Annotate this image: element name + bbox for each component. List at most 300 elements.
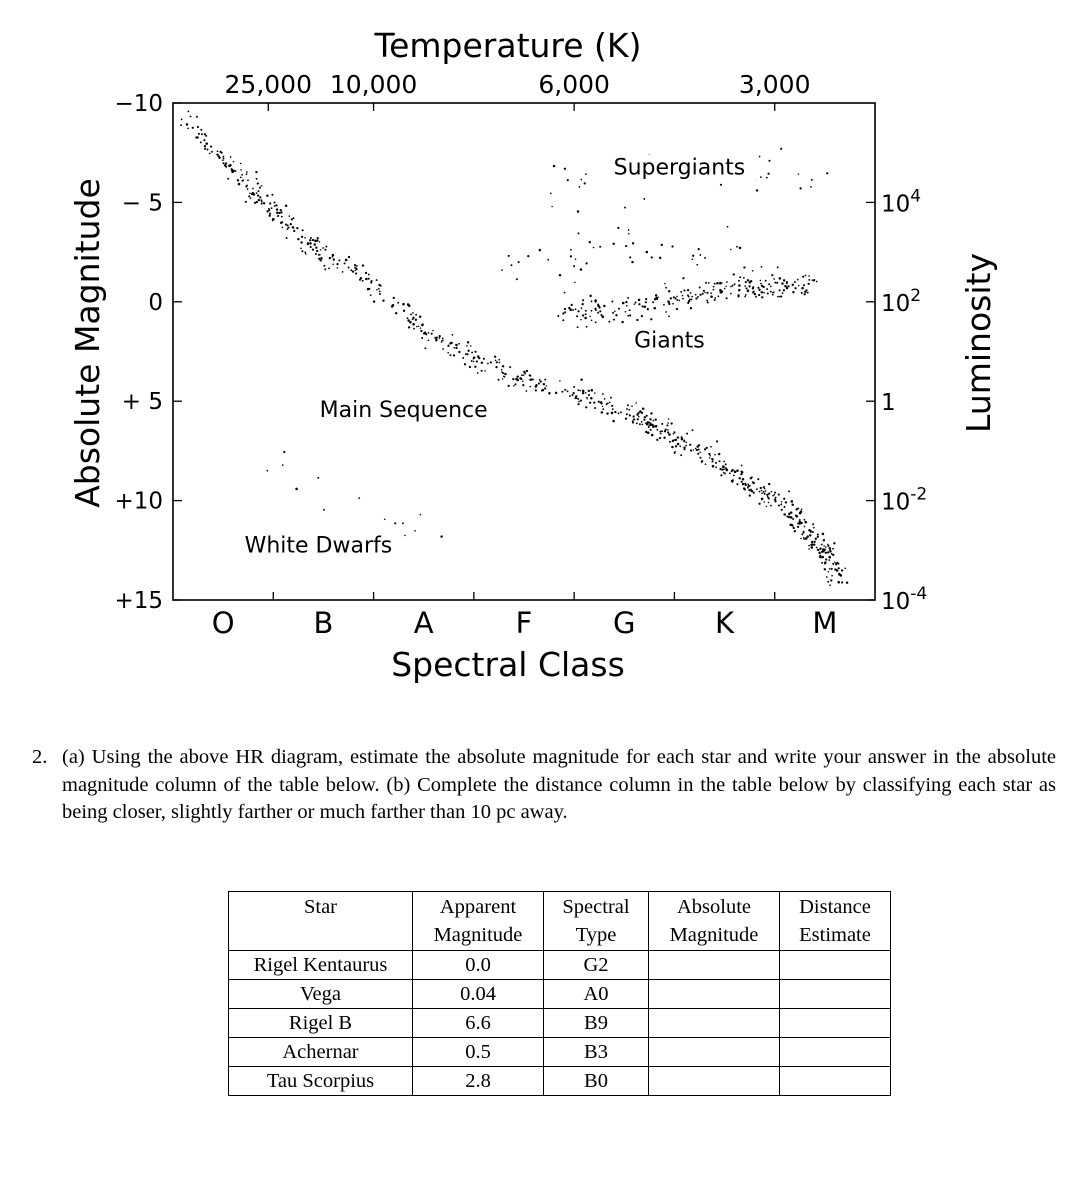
star-dot bbox=[697, 296, 699, 298]
star-dot bbox=[585, 262, 587, 264]
star-dot bbox=[779, 296, 781, 298]
star-dot bbox=[747, 279, 749, 281]
star-dot bbox=[813, 541, 815, 543]
star-dot bbox=[783, 513, 786, 516]
star-dot bbox=[668, 316, 670, 318]
star-dot bbox=[631, 405, 633, 407]
star-dot bbox=[602, 316, 605, 319]
star-dot bbox=[593, 401, 595, 403]
star-dot bbox=[683, 289, 685, 291]
star-dot bbox=[738, 296, 740, 298]
star-dot bbox=[635, 302, 637, 304]
star-dot bbox=[628, 233, 630, 235]
star-dot bbox=[555, 392, 557, 394]
star-dot bbox=[758, 503, 760, 505]
star-dot bbox=[392, 304, 395, 307]
star-dot bbox=[553, 165, 555, 167]
star-dot bbox=[622, 302, 625, 305]
star-dot bbox=[704, 292, 706, 294]
star-dot bbox=[642, 407, 644, 409]
star-dot bbox=[320, 249, 322, 251]
star-dot bbox=[816, 281, 818, 283]
star-dot bbox=[196, 136, 198, 138]
cell-absolute[interactable] bbox=[649, 951, 780, 980]
star-dot bbox=[415, 319, 417, 321]
star-dot bbox=[242, 179, 244, 181]
star-dot bbox=[809, 529, 811, 531]
star-dot bbox=[256, 178, 258, 180]
star-dot bbox=[481, 370, 483, 372]
star-dot bbox=[793, 527, 795, 529]
star-dot bbox=[752, 287, 754, 289]
star-dot bbox=[310, 237, 312, 239]
star-dot bbox=[682, 295, 684, 297]
region-giants bbox=[557, 266, 817, 328]
star-dot bbox=[799, 187, 801, 189]
star-dot bbox=[709, 457, 711, 459]
star-dot bbox=[673, 431, 675, 433]
star-dot bbox=[761, 490, 763, 492]
star-dot bbox=[668, 433, 671, 436]
star-dot bbox=[646, 423, 649, 426]
star-dot bbox=[612, 312, 614, 314]
star-dot bbox=[718, 295, 720, 297]
star-dot bbox=[365, 278, 368, 281]
star-dot bbox=[725, 286, 727, 288]
star-dot bbox=[629, 309, 631, 311]
cell-apparent: 6.6 bbox=[413, 1009, 544, 1038]
star-dot bbox=[382, 300, 384, 302]
cell-spectral: A0 bbox=[544, 980, 649, 1009]
star-dot bbox=[655, 296, 657, 298]
star-dot bbox=[273, 201, 275, 203]
star-dot bbox=[295, 488, 298, 491]
star-dot bbox=[798, 285, 800, 287]
star-dot bbox=[661, 244, 663, 246]
star-dot bbox=[572, 394, 574, 396]
star-dot bbox=[418, 325, 420, 327]
star-dot bbox=[197, 126, 199, 128]
star-dot bbox=[627, 404, 629, 406]
star-dot bbox=[770, 505, 772, 507]
star-dot bbox=[738, 284, 741, 287]
star-dot bbox=[538, 382, 540, 384]
star-dot bbox=[582, 314, 584, 316]
star-dot bbox=[502, 378, 504, 380]
star-dot bbox=[317, 237, 319, 239]
star-dot bbox=[585, 392, 587, 394]
star-dot bbox=[824, 548, 826, 550]
star-dot bbox=[256, 201, 258, 203]
star-dot bbox=[368, 274, 370, 276]
star-dot bbox=[582, 392, 584, 394]
question-text: (a) Using the above HR diagram, estimate the absolute magnitude for each star and write your answer in the absolute magnitude column of the table below. (b) Complete the distance column in the table below by classifying each star as being closer, slightly farther or much farther than 10 pc away. bbox=[62, 746, 1056, 823]
star-dot bbox=[794, 287, 796, 289]
star-dot bbox=[708, 282, 710, 284]
star-dot bbox=[328, 267, 330, 269]
star-dot bbox=[711, 458, 713, 460]
star-dot bbox=[744, 285, 746, 287]
star-dot bbox=[222, 162, 224, 164]
star-dot bbox=[763, 292, 765, 294]
star-dot bbox=[804, 293, 806, 295]
star-dot bbox=[637, 418, 639, 420]
star-dot bbox=[581, 303, 583, 305]
star-dot bbox=[590, 397, 593, 400]
star-dot bbox=[379, 293, 381, 295]
star-dot bbox=[649, 425, 651, 427]
star-dot bbox=[710, 446, 712, 448]
star-dot bbox=[466, 353, 468, 355]
star-dot bbox=[324, 249, 326, 251]
annotation-giants: Giants bbox=[634, 328, 705, 354]
star-dot bbox=[532, 379, 534, 381]
star-dot bbox=[779, 289, 781, 291]
star-dot bbox=[300, 241, 302, 243]
cell-star: Vega bbox=[229, 980, 413, 1009]
cell-distance[interactable] bbox=[780, 980, 891, 1009]
star-dot bbox=[572, 309, 574, 311]
star-dot bbox=[825, 546, 827, 548]
star-dot bbox=[521, 378, 523, 380]
star-dot bbox=[841, 581, 843, 583]
star-dot bbox=[355, 272, 357, 274]
star-dot bbox=[573, 265, 575, 267]
star-dot bbox=[714, 283, 716, 285]
star-dot bbox=[240, 169, 242, 171]
star-dot bbox=[667, 422, 669, 424]
star-dot bbox=[511, 264, 513, 266]
star-dot bbox=[657, 296, 659, 298]
star-dot bbox=[617, 227, 619, 229]
star-dot bbox=[412, 317, 414, 319]
star-dot bbox=[291, 218, 293, 220]
star-dot bbox=[768, 283, 770, 285]
star-dot bbox=[688, 300, 690, 302]
star-dot bbox=[207, 149, 209, 151]
star-dot bbox=[625, 245, 627, 247]
cell-absolute[interactable] bbox=[649, 980, 780, 1009]
star-dot bbox=[799, 519, 801, 521]
star-dot bbox=[589, 316, 591, 318]
star-dot bbox=[517, 375, 519, 377]
star-dot bbox=[643, 419, 645, 421]
star-dot bbox=[743, 277, 745, 279]
star-dot bbox=[547, 259, 549, 261]
luminosity-label: $10^{-2}$ bbox=[881, 484, 928, 516]
table-row bbox=[229, 951, 891, 980]
star-dot bbox=[629, 256, 631, 258]
star-dot bbox=[628, 229, 630, 231]
spectral-label-O: O bbox=[211, 606, 235, 640]
star-dot bbox=[577, 403, 579, 405]
star-dot bbox=[246, 171, 248, 173]
region-white-dwarfs bbox=[266, 451, 442, 538]
star-dot bbox=[551, 206, 553, 208]
annotation-white-dwarfs: White Dwarfs bbox=[244, 533, 393, 559]
star-dot bbox=[668, 303, 670, 305]
star-dot bbox=[282, 464, 284, 466]
star-dot bbox=[811, 541, 813, 543]
star-dot bbox=[573, 392, 575, 394]
spectral-label-M: M bbox=[812, 606, 838, 640]
star-dot bbox=[362, 264, 364, 266]
star-dot bbox=[765, 280, 767, 282]
star-dot bbox=[230, 156, 232, 158]
star-dot bbox=[455, 347, 457, 349]
star-dot bbox=[248, 195, 250, 197]
star-dot bbox=[541, 390, 543, 392]
star-dot bbox=[180, 124, 182, 126]
star-dot bbox=[367, 288, 370, 291]
star-dot bbox=[621, 321, 623, 323]
star-dot bbox=[803, 537, 805, 539]
star-dot bbox=[697, 453, 699, 455]
star-dot bbox=[356, 265, 358, 267]
star-dot bbox=[365, 272, 367, 274]
star-dot bbox=[261, 203, 263, 205]
star-dot bbox=[829, 547, 832, 550]
star-dot bbox=[257, 182, 259, 184]
star-dot bbox=[577, 389, 579, 391]
star-dot bbox=[586, 397, 588, 399]
cell-distance[interactable] bbox=[780, 951, 891, 980]
header-star: Star bbox=[229, 892, 413, 951]
star-dot bbox=[730, 286, 732, 288]
star-dot bbox=[723, 461, 725, 463]
star-dot bbox=[795, 515, 797, 517]
star-dot bbox=[611, 301, 613, 303]
star-dot bbox=[442, 348, 444, 350]
star-dot bbox=[803, 531, 805, 533]
cell-distance[interactable] bbox=[780, 1067, 891, 1096]
cell-distance[interactable] bbox=[780, 1009, 891, 1038]
star-dot bbox=[786, 287, 788, 289]
star-dot bbox=[187, 110, 189, 112]
star-dot bbox=[512, 378, 514, 380]
star-dot bbox=[473, 358, 475, 360]
star-dot bbox=[761, 492, 763, 494]
star-dot bbox=[680, 454, 682, 456]
star-dot bbox=[713, 289, 715, 291]
star-dot bbox=[420, 327, 422, 329]
star-dot bbox=[780, 503, 782, 505]
star-dot bbox=[825, 558, 827, 560]
star-dot bbox=[632, 415, 634, 417]
star-dot bbox=[764, 488, 766, 490]
star-dot bbox=[788, 490, 790, 492]
star-dot bbox=[597, 312, 599, 314]
star-dot bbox=[359, 279, 361, 281]
star-dot bbox=[824, 561, 826, 563]
star-dot bbox=[751, 476, 753, 478]
star-dot bbox=[780, 148, 782, 150]
star-dot bbox=[606, 412, 608, 414]
star-dot bbox=[544, 387, 546, 389]
star-dot bbox=[577, 398, 579, 400]
star-dot bbox=[469, 366, 471, 368]
star-dot bbox=[373, 300, 375, 302]
star-dot bbox=[690, 449, 692, 451]
cell-absolute[interactable] bbox=[649, 1009, 780, 1038]
star-dot bbox=[809, 534, 811, 536]
star-dot bbox=[233, 161, 235, 163]
star-dot bbox=[348, 267, 350, 269]
star-dot bbox=[301, 250, 303, 252]
star-dot bbox=[470, 345, 472, 347]
star-dot bbox=[614, 411, 616, 413]
star-dot bbox=[698, 248, 700, 250]
star-dot bbox=[318, 254, 320, 256]
star-dot bbox=[247, 179, 249, 181]
star-dot bbox=[404, 535, 406, 537]
star-dot bbox=[723, 472, 725, 474]
star-dot bbox=[632, 242, 634, 244]
star-dot bbox=[685, 445, 687, 447]
cell-distance[interactable] bbox=[780, 1038, 891, 1067]
star-dot bbox=[792, 518, 794, 520]
star-dot bbox=[680, 291, 682, 293]
star-dot bbox=[671, 446, 673, 448]
star-dot bbox=[734, 283, 736, 285]
star-dot bbox=[407, 319, 410, 322]
star-dot bbox=[585, 310, 587, 312]
star-dot bbox=[322, 247, 324, 249]
star-dot bbox=[579, 186, 581, 188]
star-dot bbox=[439, 337, 441, 339]
magnitude-label: − 5 bbox=[121, 190, 163, 217]
star-dot bbox=[402, 522, 404, 524]
star-dot bbox=[638, 303, 640, 305]
star-dot bbox=[706, 447, 708, 449]
star-dot bbox=[732, 285, 734, 287]
spectral-label-G: G bbox=[613, 606, 636, 640]
star-dot bbox=[690, 292, 692, 294]
star-dot bbox=[571, 304, 573, 306]
star-dot bbox=[402, 303, 405, 306]
star-dot bbox=[823, 545, 825, 547]
star-dot bbox=[810, 544, 812, 546]
magnitude-label: 0 bbox=[148, 289, 163, 316]
star-dot bbox=[747, 290, 750, 293]
star-dot bbox=[428, 332, 430, 334]
star-dot bbox=[618, 412, 620, 414]
star-dot bbox=[577, 326, 579, 328]
star-dot bbox=[524, 372, 526, 374]
star-dot bbox=[755, 296, 757, 298]
star-dot bbox=[498, 359, 500, 361]
star-dot bbox=[774, 492, 776, 494]
star-dot bbox=[650, 318, 652, 320]
star-dot bbox=[714, 454, 716, 456]
cell-apparent: 0.0 bbox=[413, 951, 544, 980]
star-dot bbox=[250, 197, 252, 199]
star-dot bbox=[806, 535, 808, 537]
star-dot bbox=[526, 390, 528, 392]
star-dot bbox=[652, 420, 654, 422]
star-dot bbox=[332, 256, 334, 258]
star-table bbox=[228, 891, 891, 1096]
star-dot bbox=[337, 267, 339, 269]
star-dot bbox=[821, 544, 823, 546]
star-dot bbox=[738, 289, 741, 292]
star-dot bbox=[678, 300, 680, 302]
star-dot bbox=[539, 379, 541, 381]
star-dot bbox=[730, 293, 732, 295]
star-dot bbox=[772, 292, 774, 294]
table-row bbox=[229, 980, 891, 1009]
star-dot bbox=[758, 289, 760, 291]
star-dot bbox=[665, 287, 667, 289]
star-dot bbox=[304, 251, 306, 253]
star-dot bbox=[509, 366, 511, 368]
star-dot bbox=[652, 425, 655, 428]
star-dot bbox=[487, 363, 489, 365]
star-dot bbox=[771, 491, 773, 493]
star-dot bbox=[562, 312, 564, 314]
star-dot bbox=[544, 379, 546, 381]
star-dot bbox=[440, 535, 442, 537]
star-dot bbox=[813, 527, 815, 529]
star-dot bbox=[258, 199, 260, 201]
star-dot bbox=[745, 294, 747, 296]
star-dot bbox=[742, 478, 745, 481]
star-dot bbox=[707, 302, 709, 304]
star-dot bbox=[687, 289, 689, 291]
star-dot bbox=[826, 576, 828, 578]
star-dot bbox=[441, 340, 443, 342]
star-dot bbox=[701, 461, 703, 463]
cell-absolute[interactable] bbox=[649, 1067, 780, 1096]
star-dot bbox=[720, 184, 722, 186]
star-dot bbox=[760, 283, 762, 285]
star-dot bbox=[608, 321, 610, 323]
star-dot bbox=[603, 305, 605, 307]
star-dot bbox=[790, 511, 792, 513]
star-dot bbox=[575, 395, 577, 397]
star-dot bbox=[774, 282, 776, 284]
star-dot bbox=[781, 282, 783, 284]
star-dot bbox=[501, 369, 503, 371]
star-dot bbox=[821, 556, 824, 559]
star-dot bbox=[626, 408, 628, 410]
star-dot bbox=[695, 448, 697, 450]
star-dot bbox=[336, 263, 338, 265]
star-dot bbox=[766, 177, 768, 179]
star-dot bbox=[218, 155, 220, 157]
star-dot bbox=[513, 385, 515, 387]
star-dot bbox=[589, 241, 591, 243]
star-dot bbox=[703, 290, 705, 292]
star-dot bbox=[612, 243, 614, 245]
star-dot bbox=[580, 378, 582, 380]
cell-absolute[interactable] bbox=[649, 1038, 780, 1067]
star-dot bbox=[777, 266, 779, 268]
star-dot bbox=[627, 297, 629, 299]
star-dot bbox=[676, 296, 678, 298]
star-dot bbox=[699, 457, 701, 459]
star-dot bbox=[599, 246, 601, 248]
star-dot bbox=[802, 276, 804, 278]
star-dot bbox=[831, 568, 833, 570]
star-dot bbox=[412, 323, 415, 326]
star-dot bbox=[672, 303, 674, 305]
star-dot bbox=[828, 571, 830, 573]
star-dot bbox=[186, 123, 189, 126]
star-dot bbox=[575, 258, 577, 260]
star-dot bbox=[259, 196, 261, 198]
star-dot bbox=[187, 127, 189, 129]
